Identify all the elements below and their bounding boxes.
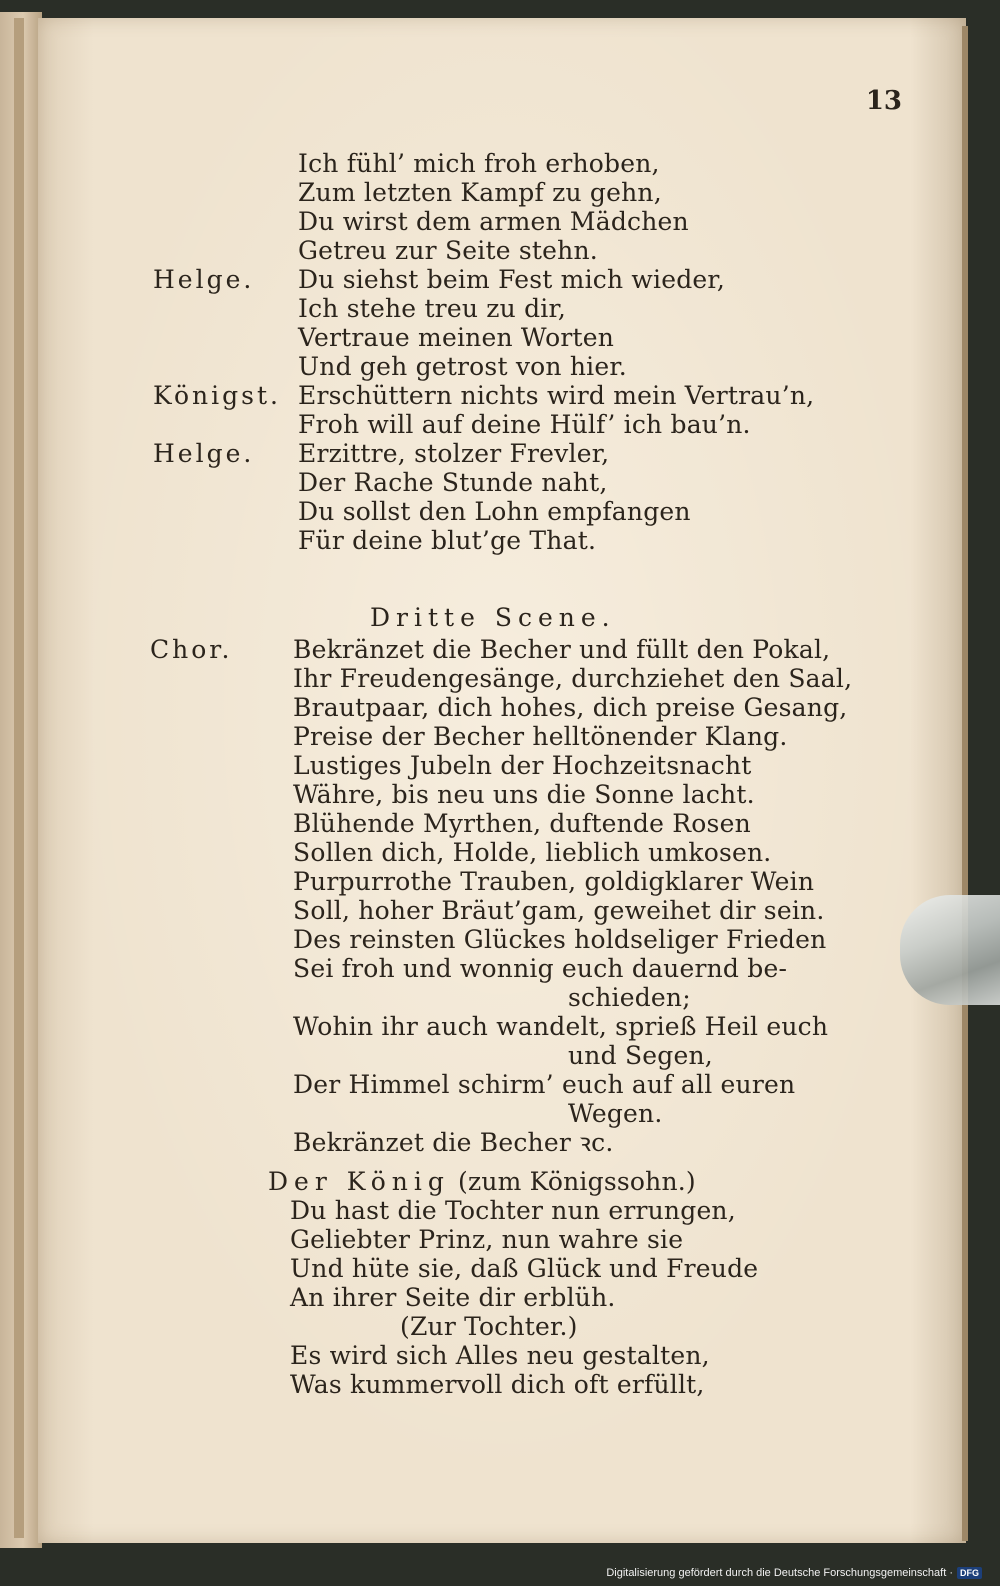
verse-line: An ihrer Seite dir erblüh. [290,1283,616,1312]
speaker-label: Königst. [153,381,281,410]
verse-line: Du sollst den Lohn empfangen [298,497,691,526]
verse-line: Sei froh und wonnig euch dauernd be- [293,954,788,983]
verse-line: Es wird sich Alles neu gestalten, [290,1341,710,1370]
verse-line: Des reinsten Glückes holdseliger Frieden [293,925,827,954]
verse-line: Getreu zur Seite stehn. [298,236,598,265]
verse-line: Für deine blut’ge That. [298,526,597,555]
speaker-label: Der König [268,1167,450,1196]
verse-line-continuation: und Segen, [568,1041,713,1070]
funding-note: Digitalisierung gefördert durch die Deutsche Forschungsgemeinschaft · [606,1567,953,1579]
page-clip [900,895,1000,1005]
verse-line: Wohin ihr auch wandelt, sprieß Heil euch [293,1012,829,1041]
verse-line: Was kummervoll dich oft erfüllt, [290,1370,705,1399]
verse-line: Lustiges Jubeln der Hochzeitsnacht [293,751,752,780]
verse-line: Brautpaar, dich hohes, dich preise Gesang, [293,693,848,722]
stage-direction: (Zur Tochter.) [400,1312,578,1341]
verse-line: Purpurrothe Trauben, goldigklarer Wein [293,867,815,896]
verse-line: Ihr Freudengesänge, durchziehet den Saal, [293,664,853,693]
book-page [38,18,966,1543]
verse-line: Ich fühl’ mich froh erhoben, [298,149,660,178]
dfg-logo: DFG [957,1567,982,1579]
speaker-label: Chor. [150,635,233,664]
scene-heading: Dritte Scene. [370,603,616,632]
speaker-label: Helge. [153,265,255,294]
verse-line: Und hüte sie, daß Glück und Freude [290,1254,759,1283]
verse-line: Preise der Becher helltönender Klang. [293,722,788,751]
verse-line: Blühende Myrthen, duftende Rosen [293,809,751,838]
verse-line: Soll, hoher Bräut’gam, geweihet dir sein. [293,896,825,925]
verse-line: Erzittre, stolzer Frevler, [298,439,610,468]
verse-line: Und geh getrost von hier. [298,352,627,381]
verse-line: Bekränzet die Becher und füllt den Pokal, [293,635,831,664]
verse-line: Erschüttern nichts wird mein Vertrau’n, [298,381,815,410]
verse-line: Geliebter Prinz, nun wahre sie [290,1225,684,1254]
verse-line: Der Himmel schirm’ euch auf all euren [293,1070,796,1099]
verse-line: Du siehst beim Fest mich wieder, [298,265,725,294]
verse-line: Zum letzten Kampf zu gehn, [298,178,662,207]
verse-line: Froh will auf deine Hülf’ ich bau’n. [298,410,751,439]
verse-line-continuation: schieden; [568,983,691,1012]
verse-line: Vertraue meinen Worten [298,323,615,352]
verse-line: Du hast die Tochter nun errungen, [290,1196,736,1225]
verse-line: Bekränzet die Becher ꝛc. [293,1128,614,1157]
verse-line: Ich stehe treu zu dir, [298,294,567,323]
page-number: 13 [865,86,902,116]
right-page-edge [962,26,968,1541]
speaker-label: Helge. [153,439,255,468]
verse-line-continuation: Wegen. [568,1099,663,1128]
left-page-shadow [14,18,24,1538]
verse-line: Du wirst dem armen Mädchen [298,207,689,236]
stage-direction: (zum Königssohn.) [458,1167,696,1196]
verse-line: Sollen dich, Holde, lieblich umkosen. [293,838,772,867]
verse-line: Währe, bis neu uns die Sonne lacht. [293,780,755,809]
funding-footer [606,1564,982,1582]
verse-line: Der Rache Stunde naht, [298,468,608,497]
